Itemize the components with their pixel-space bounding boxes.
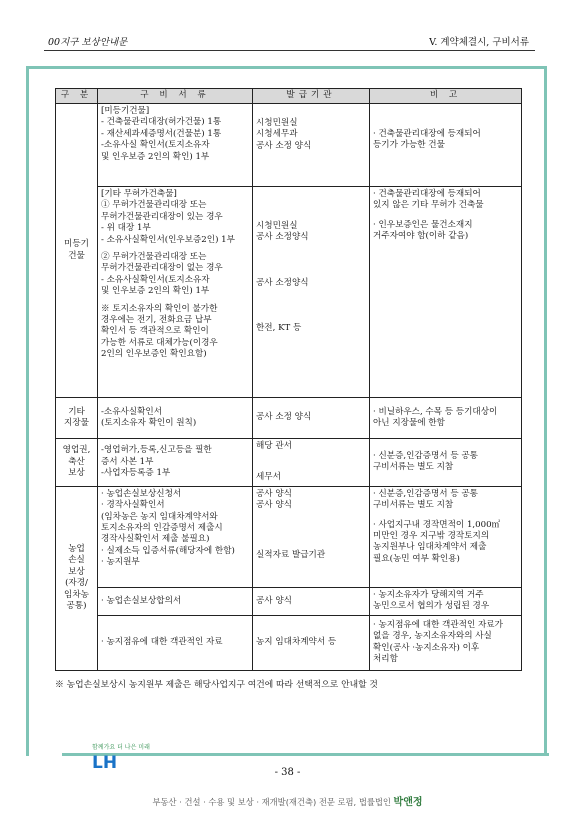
issuer-cell: 시청민원실 시청세무과 공사 소정 양식 bbox=[253, 104, 370, 187]
issuer-cell bbox=[253, 439, 370, 487]
issuer-block: 한전, KT 등 bbox=[256, 323, 302, 334]
docs-block-registered: [기타 무허가건축물] ① 무허가건물관리대장 또는 무허가건물관리대장이 있는 경우 - 위 대장 1부 - 소유사실확인서(인우보증2인) 1부 bbox=[101, 189, 235, 245]
remarks-block: · 인우보증인은 물건소재지 거주자여야 함(이하 같음) bbox=[373, 219, 473, 242]
table-row bbox=[56, 104, 522, 187]
category-cell: 미등기 건물 bbox=[56, 104, 98, 398]
table-row bbox=[56, 398, 522, 439]
remarks-block: · 신분증,인감증명서 등 공통 구비서류는 별도 지참 bbox=[373, 488, 478, 511]
issuer-block: 실적자료 발급기관 bbox=[256, 549, 326, 560]
issuer-block: 공사 양식 공사 양식 bbox=[256, 488, 292, 511]
category-cell: 기타 지장물 bbox=[56, 398, 98, 439]
documents-cell: [미등기건물] - 건축물관리대장(허가건물) 1통 - 재산세과세증명서(건물분) 1통 -소유사실 확인서(토지소유자 및 인우보증 2인의 확인) 1부 bbox=[98, 104, 253, 187]
table-header-row bbox=[56, 89, 522, 104]
issuer-cell: 농지 임대차계약서 등 bbox=[253, 615, 370, 670]
required-documents-table bbox=[55, 88, 522, 671]
logo-tagline: 함께가요 더 나은 미래 bbox=[92, 744, 150, 751]
remarks-cell: · 농지점유에 대한 객관적인 자료가 없을 경우, 농지소유자와의 사실 확인(공사 ·농지소유자) 이후 처리함 bbox=[370, 615, 522, 670]
col-header-remarks: 비 고 bbox=[370, 89, 522, 104]
issuer-cell: 공사 양식 bbox=[253, 587, 370, 615]
header-doc-title: 00지구 보상안내문 bbox=[48, 37, 128, 48]
header-divider bbox=[44, 50, 535, 51]
issuer-block: 시청민원실 공사 소정양식 bbox=[256, 221, 309, 243]
remarks-block: · 건축물관리대장에 등재되어 있지 않은 기타 무허가 건축물 bbox=[373, 189, 484, 211]
header-section-title: V. 계약체결시, 구비서류 bbox=[429, 37, 529, 48]
issuer-block: 세무서 bbox=[256, 472, 281, 483]
table-row bbox=[56, 615, 522, 670]
col-header-category: 구 분 bbox=[56, 89, 98, 104]
category-cell: 농업 손실 보상 (자경/ 임차농 공통) bbox=[56, 486, 98, 670]
issuer-cell bbox=[253, 187, 370, 398]
documents-cell: -소유사실확인서 (토지소유자 확인이 원칙) bbox=[98, 398, 253, 439]
table-row bbox=[56, 187, 522, 398]
footer-brand: 박앤정 bbox=[393, 797, 423, 808]
footer bbox=[0, 793, 575, 808]
remarks-cell: · 비닐하우스, 수목 등 등기대상이 아닌 지장물에 한함 bbox=[370, 398, 522, 439]
remarks-block: · 사업지구내 경작면적이 1,000㎡ 미만인 경우 지구밖 경작토지의 농지원부나 임대차계약서 제출 필요(농민 여부 확인용) bbox=[373, 519, 501, 564]
page-number: - 38 - bbox=[274, 767, 301, 778]
remarks-cell bbox=[370, 187, 522, 398]
documents-cell: · 농지점유에 대한 객관적인 자료 bbox=[98, 615, 253, 670]
documents-cell: · 농업손실보상합의서 bbox=[98, 587, 253, 615]
documents-cell: · 농업손실보상신청서 · 경작사실확인서 (임차농은 농지 임대차계약서와 토지소유자의 인감증명서 제출시 경작사실확인서 제출 불필요) · 실제소득 입증서류(해당자에 한함) · 농지원부 bbox=[98, 486, 253, 587]
remarks-cell bbox=[370, 486, 522, 587]
remarks-cell: · 건축물관리대장에 등재되어 등기가 가능한 건물 bbox=[370, 104, 522, 187]
remarks-cell: · 농지소유자가 당해지역 거주 농민으로서 협의가 성립된 경우 bbox=[370, 587, 522, 615]
table-row bbox=[56, 486, 522, 587]
remarks-cell: · 신분증,인감증명서 등 공통 구비서류는 별도 지참 bbox=[370, 439, 522, 487]
issuer-cell bbox=[253, 486, 370, 587]
table-row bbox=[56, 587, 522, 615]
docs-block-note: ※ 토지소유자의 확인이 불가한 경우에는 전기, 전화요금 납부 확인서 등 객관적으로 확인이 가능한 서류로 대체가능(이경우 2인의 인우보증인 확인요함) bbox=[101, 303, 218, 360]
documents-cell bbox=[98, 187, 253, 398]
col-header-documents: 구 비 서 류 bbox=[98, 89, 253, 104]
col-header-issuer: 발급기관 bbox=[253, 89, 370, 104]
logo-name: LH bbox=[92, 753, 118, 773]
issuer-block: 해당 관서 bbox=[256, 441, 292, 451]
documents-cell: -영업허가,등록,신고등을 필한 증서 사본 1부 -사업자등록증 1부 bbox=[98, 439, 253, 487]
issuer-block: 공사 소정양식 bbox=[256, 277, 309, 288]
category-cell: 영업권, 축산 보상 bbox=[56, 439, 98, 487]
footer-text: 부동산 · 건설 · 수용 및 보상 · 재개발(재건축) 전문 로펌, 법률법인 bbox=[152, 797, 391, 807]
footnote: ※ 농업손실보상시 농지원부 제출은 해당사업지구 여건에 따라 선택적으로 안내할 것 bbox=[55, 680, 378, 690]
issuer-cell: 공사 소정 양식 bbox=[253, 398, 370, 439]
docs-block-unregistered: ② 무허가건물관리대장 또는 무허가건물관리대장이 없는 경우 - 소유사실확인서(토지소유자 및 인우보증 2인의 확인) 1부 bbox=[101, 252, 223, 297]
table-row bbox=[56, 439, 522, 487]
